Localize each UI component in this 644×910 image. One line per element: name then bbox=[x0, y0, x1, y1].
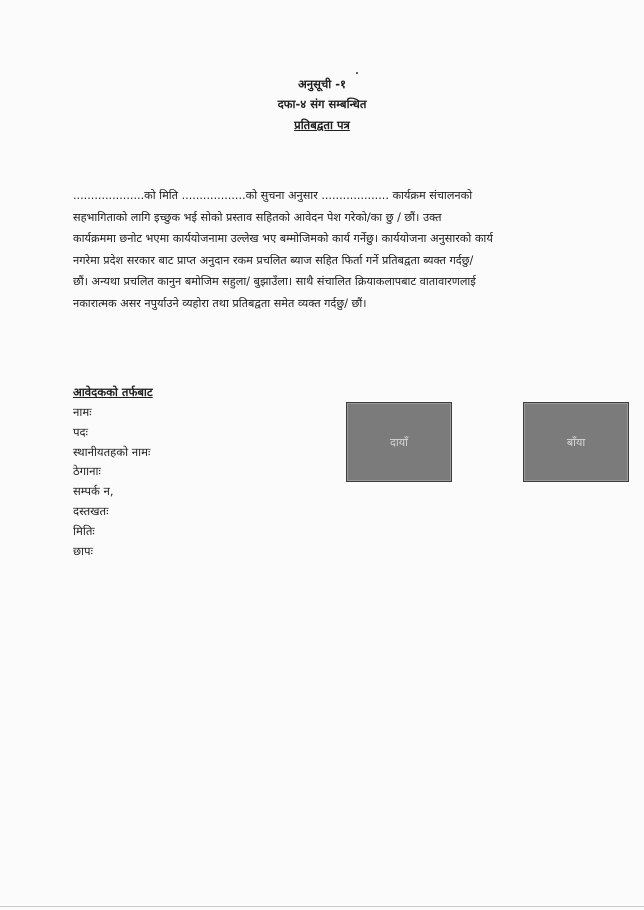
date-field-label: मितिः bbox=[73, 523, 95, 538]
left-thumbprint-box bbox=[523, 402, 629, 482]
paragraph-line: छौं। अन्यथा प्रचलित कानुन बमोजिम सहुला/ बुझाउँला। साथै संचालित क्रियाकलापबाट वातावारणलाई bbox=[73, 275, 476, 288]
contact-field-label: सम्पर्क न, bbox=[73, 484, 114, 499]
scan-edge-line bbox=[0, 906, 644, 907]
signature-field-label: दस्तखतः bbox=[73, 503, 109, 518]
schedule-title: अनुसूची -१ bbox=[298, 77, 346, 91]
address-field-label: ठेगानाः bbox=[73, 464, 101, 479]
paragraph-line: ....................को मिति ..................को सुचना अनुसार ................... कार्यक्रम संचालनको bbox=[73, 189, 473, 202]
paragraph-line: नगरेमा प्रदेश सरकार बाट प्राप्त अनुदान रकम प्रचलित ब्याज सहित फिर्ता गर्ने प्रतिबद्वता ब्यक्त गर्दछु/ bbox=[73, 253, 474, 267]
local-level-field-label: स्थानीयतहको नामः bbox=[73, 444, 151, 459]
stamp-field-label: छापः bbox=[73, 543, 93, 558]
paragraph-line: कार्यक्रममा छनोट भएमा कार्ययोजनामा उल्लेख भए बम्मोजिमको कार्य गर्नेछु। कार्ययोजना अनुसारको कार्य bbox=[73, 232, 493, 245]
name-field-label: नामः bbox=[73, 405, 92, 419]
post-field-label: पदः bbox=[73, 424, 88, 439]
paragraph-line: सहभागिताको लागि इच्छुक भई सोको प्रस्ताव सहितको आवेदन पेश गरेको/का छु / छौं। उक्त bbox=[73, 210, 442, 224]
commitment-letter-title: प्रतिबद्वता पत्र bbox=[294, 118, 350, 132]
right-thumbprint-box bbox=[346, 402, 452, 482]
commitment-paragraph bbox=[73, 185, 583, 314]
section-reference: दफा-४ संग सम्बन्धित bbox=[277, 97, 367, 111]
applicant-heading: आवेदकको तर्फबाट bbox=[73, 385, 153, 399]
left-thumbprint-label: बाँया bbox=[566, 435, 586, 449]
stray-mark bbox=[356, 72, 358, 74]
right-thumbprint-label: दायाँ bbox=[390, 435, 408, 449]
applicant-section bbox=[73, 383, 153, 561]
paragraph-line: नकारात्मक असर नपुर्याउने व्यहोरा तथा प्रतिबद्वता समेत व्यक्त गर्दछु/ छौं। bbox=[73, 296, 367, 310]
